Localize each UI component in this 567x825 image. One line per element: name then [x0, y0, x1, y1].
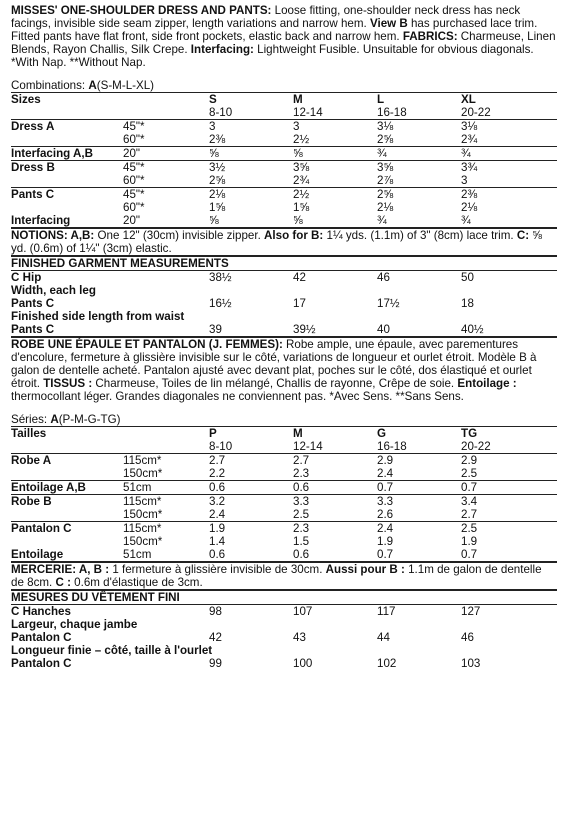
table-cell: 2.9 — [461, 454, 557, 468]
table-cell: 3.4 — [461, 495, 557, 509]
table-row — [11, 467, 557, 481]
table-cell: 2⅜ — [209, 133, 226, 146]
table-cell: 3 — [461, 174, 468, 187]
table-cell: 2.2 — [209, 467, 226, 480]
table-cell: 1.9 — [377, 535, 394, 548]
table-cell: 42 — [293, 271, 377, 285]
table-cell: 1⅝ — [293, 201, 310, 214]
table-cell: 8-10 — [209, 106, 233, 119]
table-cell: 1.9 — [461, 535, 478, 548]
table-row — [11, 120, 557, 134]
table-cell: 3⅛ — [461, 120, 557, 134]
table-cell: 45"* — [123, 161, 209, 175]
table-cell: Pants C — [11, 323, 55, 336]
table-cell: 40½ — [461, 323, 484, 336]
table-row — [11, 535, 557, 548]
table-cell: Pants C — [11, 297, 55, 310]
table-cell: 20" — [123, 147, 209, 161]
table-row — [11, 481, 557, 495]
table-cell: 115cm* — [123, 454, 209, 468]
table-cell: 2½ — [293, 188, 377, 202]
table-cell: 102 — [377, 657, 397, 670]
table-cell: Robe B — [11, 495, 123, 509]
table-cell: 3¾ — [461, 161, 557, 175]
table-cell: Dress A — [11, 120, 123, 134]
table-cell: 2½ — [293, 133, 310, 146]
table-row — [11, 522, 557, 536]
table-cell: 2⅝ — [209, 174, 226, 187]
table-cell: 3.2 — [209, 495, 293, 509]
table-cell: 1.4 — [209, 535, 226, 548]
table-cell: 2.4 — [209, 508, 226, 521]
table-cell: 18 — [461, 297, 474, 310]
table-cell: S — [209, 93, 293, 107]
table-cell: ¾ — [377, 147, 461, 161]
table-cell: Largeur, chaque jambe — [11, 618, 138, 631]
table-cell: Pantalon C — [11, 657, 72, 670]
notions-fr: MERCERIE: A, B : 1 fermeture à glissière invisible de 30cm. Aussi pour B : 1.1m de galon de dentelle de 8cm. C : 0.6m d'élastique de 3cm. — [11, 563, 542, 589]
table-cell: Tailles — [11, 427, 123, 441]
table-cell: 2.3 — [293, 522, 377, 536]
table-cell: 8-10 — [209, 440, 233, 453]
series-line: Séries: A(P-M-G-TG) — [11, 413, 121, 426]
description-en: MISSES' ONE-SHOULDER DRESS AND PANTS: Loose fitting, one-shoulder neck dress has neck facings, invisible side seam zipper, length variations and narrow hem. View B has purchased lace trim. Fitted pants have flat front, side front pockets, elastic back and narrow hem. FABRICS: Charmeuse, Linen Blends, Rayon Challis, Silk Crepe. Interfacing: Lightweight Fusible. Unsuitable for obvious diagonals. *With Nap. **Without Nap. — [11, 4, 556, 69]
table-cell: 3 — [209, 120, 293, 134]
table-cell: 20-22 — [461, 106, 491, 119]
table-cell: 2¾ — [461, 133, 478, 146]
table-cell: 115cm* — [123, 522, 209, 536]
table-cell: Pantalon C — [11, 631, 72, 644]
table-cell: 60"* — [123, 174, 145, 187]
description-fr: ROBE UNE ÉPAULE ET PANTALON (J. FEMMES): Robe ample, une épaule, avec parementures d'encolure, fermeture à glissière invisible sur le côté, variations de longueur et ourlet étroit. Modèle B à galon de dentelle acheté. Pantalon ajusté avec devant plat, poches sur le côté, dos élastiqué et ourlet étroit. TISSUS : Charmeuse, Toiles de lin mélangé, Challis de rayonne, Crêpe de soie. Entoilage : thermocollant léger. Grandes diagonales ne conviennent pas. *Avec Sens. **Sans Sens. — [11, 338, 537, 403]
table-cell: ⅝ — [293, 214, 303, 227]
table-cell: C Hip — [11, 271, 209, 285]
table-cell: 0.6 — [293, 548, 310, 561]
table-cell: P — [209, 427, 293, 441]
table-row — [11, 454, 557, 468]
table-row — [11, 495, 557, 509]
table-cell: 12-14 — [293, 440, 323, 453]
table-cell: 38½ — [209, 271, 293, 285]
table-cell: 98 — [209, 605, 293, 619]
table-cell: 3⅝ — [377, 161, 461, 175]
table-cell: 3.3 — [293, 495, 377, 509]
table-cell: 42 — [209, 631, 222, 644]
table-row — [11, 508, 557, 522]
table-cell: Width, each leg — [11, 284, 96, 297]
table-cell: 2.7 — [209, 454, 293, 468]
table-cell: 0.7 — [377, 548, 394, 561]
table-cell: 2¾ — [293, 174, 310, 187]
finished-measurements-fr — [11, 591, 557, 670]
table-cell: 43 — [293, 631, 306, 644]
table-cell: C Hanches — [11, 605, 209, 619]
table-cell: 17 — [293, 297, 306, 310]
table-cell: 103 — [461, 657, 481, 670]
table-cell: 127 — [461, 605, 557, 619]
table-cell: 117 — [377, 605, 461, 619]
table-cell: 39 — [209, 323, 222, 336]
combinations-line: Combinations: A(S-M-L-XL) — [11, 79, 155, 92]
table-cell: ¾ — [377, 214, 387, 227]
table-cell: 16-18 — [377, 440, 407, 453]
table-cell: 2⅛ — [377, 201, 394, 214]
table-cell: 46 — [377, 271, 461, 285]
table-cell: 46 — [461, 631, 474, 644]
table-cell: 40 — [377, 323, 390, 336]
table-row — [11, 161, 557, 175]
table-row — [11, 548, 557, 561]
table-cell: 20-22 — [461, 440, 491, 453]
table-cell: 2.5 — [461, 467, 478, 480]
yardage-table-en — [11, 92, 557, 227]
table-cell: 3⅝ — [293, 161, 377, 175]
table-cell: 2⅝ — [377, 188, 461, 202]
table-cell: 150cm* — [123, 467, 163, 480]
table-cell: L — [377, 93, 461, 107]
table-cell: 0.7 — [377, 481, 461, 495]
table-cell: ¾ — [461, 147, 557, 161]
table-cell: G — [377, 427, 461, 441]
table-cell: 1.9 — [209, 522, 293, 536]
table-cell: M — [293, 427, 377, 441]
yardage-table-fr — [11, 426, 557, 561]
table-cell: 60"* — [123, 133, 145, 146]
table-cell: 60"* — [123, 201, 145, 214]
table-cell: 2.3 — [293, 467, 310, 480]
table-cell: 115cm* — [123, 495, 209, 509]
table-cell: 2.7 — [293, 454, 377, 468]
table-cell: 12-14 — [293, 106, 323, 119]
table-cell: Interfacing — [11, 214, 71, 227]
table-cell: 2⅝ — [377, 133, 394, 146]
table-cell: TG — [461, 427, 557, 441]
table-row — [11, 174, 557, 188]
table-cell: 107 — [293, 605, 377, 619]
notions-en: NOTIONS: A,B: One 12" (30cm) invisible zipper. Also for B: 1¼ yds. (1.1m) of 3" (8cm) lace trim. C: ⅝ yd. (0.6m) of 1¼" (3cm) elastic. — [11, 229, 542, 255]
sizes-header: Sizes — [11, 93, 123, 107]
table-cell: ¾ — [461, 214, 471, 227]
table-cell: 0.7 — [461, 481, 557, 495]
table-row — [11, 133, 557, 147]
table-cell: MESURES DU VÊTEMENT FINI — [11, 591, 180, 604]
table-cell: Longueur finie – côté, taille à l'ourlet — [11, 644, 213, 657]
table-cell: 0.6 — [293, 481, 377, 495]
table-cell: Entoilage A,B — [11, 481, 123, 495]
table-cell: 51cm — [123, 481, 209, 495]
table-cell: Dress B — [11, 161, 123, 175]
table-cell: 3½ — [209, 161, 293, 175]
table-cell: ⅝ — [209, 147, 293, 161]
table-cell: 1.5 — [293, 535, 310, 548]
table-cell: 50 — [461, 271, 557, 285]
table-cell: 2⅛ — [209, 188, 293, 202]
table-cell: 2.7 — [461, 508, 478, 521]
table-cell: 39½ — [293, 323, 316, 336]
table-cell: M — [293, 93, 377, 107]
table-cell: ⅝ — [293, 147, 377, 161]
table-row — [11, 201, 557, 214]
table-cell: 0.6 — [209, 481, 293, 495]
table-cell: 99 — [209, 657, 222, 670]
table-row — [11, 188, 557, 202]
table-cell: 45"* — [123, 120, 209, 134]
table-cell: 3⅛ — [377, 120, 461, 134]
table-row — [11, 214, 557, 227]
table-cell: Pantalon C — [11, 522, 123, 536]
table-cell: 44 — [377, 631, 390, 644]
table-row — [11, 147, 557, 161]
description-title: MISSES' ONE-SHOULDER DRESS AND PANTS: — [11, 4, 272, 17]
table-cell: Interfacing A,B — [11, 147, 123, 161]
table-cell: 20" — [123, 214, 141, 227]
table-cell: Finished side length from waist — [11, 310, 185, 323]
table-cell: 2.9 — [377, 454, 461, 468]
table-cell: Entoilage — [11, 548, 64, 561]
table-cell: Pants C — [11, 188, 123, 202]
table-cell: 100 — [293, 657, 313, 670]
table-cell: 0.6 — [209, 548, 226, 561]
table-cell: 2.5 — [293, 508, 310, 521]
table-cell: Robe A — [11, 454, 123, 468]
table-cell: 2⅞ — [377, 174, 394, 187]
finished-measurements-title: FINISHED GARMENT MEASUREMENTS — [11, 257, 229, 270]
table-cell: 2⅜ — [461, 188, 557, 202]
table-cell: 17½ — [377, 297, 400, 310]
table-cell: 1⅝ — [209, 201, 226, 214]
table-cell: XL — [461, 93, 557, 107]
table-cell: 150cm* — [123, 508, 163, 521]
table-cell: 3 — [293, 120, 377, 134]
table-cell: 16½ — [209, 297, 232, 310]
table-cell: 0.7 — [461, 548, 478, 561]
table-cell: 2.4 — [377, 522, 461, 536]
finished-measurements-en — [11, 257, 557, 336]
table-cell: 150cm* — [123, 535, 163, 548]
table-cell: 16-18 — [377, 106, 407, 119]
table-cell: 2.6 — [377, 508, 394, 521]
table-cell: 45"* — [123, 188, 209, 202]
table-cell: 2.4 — [377, 467, 394, 480]
table-cell: 2.5 — [461, 522, 557, 536]
table-cell: 3.3 — [377, 495, 461, 509]
table-cell: 51cm — [123, 548, 152, 561]
table-cell: ⅝ — [209, 214, 219, 227]
table-cell: 2⅛ — [461, 201, 478, 214]
